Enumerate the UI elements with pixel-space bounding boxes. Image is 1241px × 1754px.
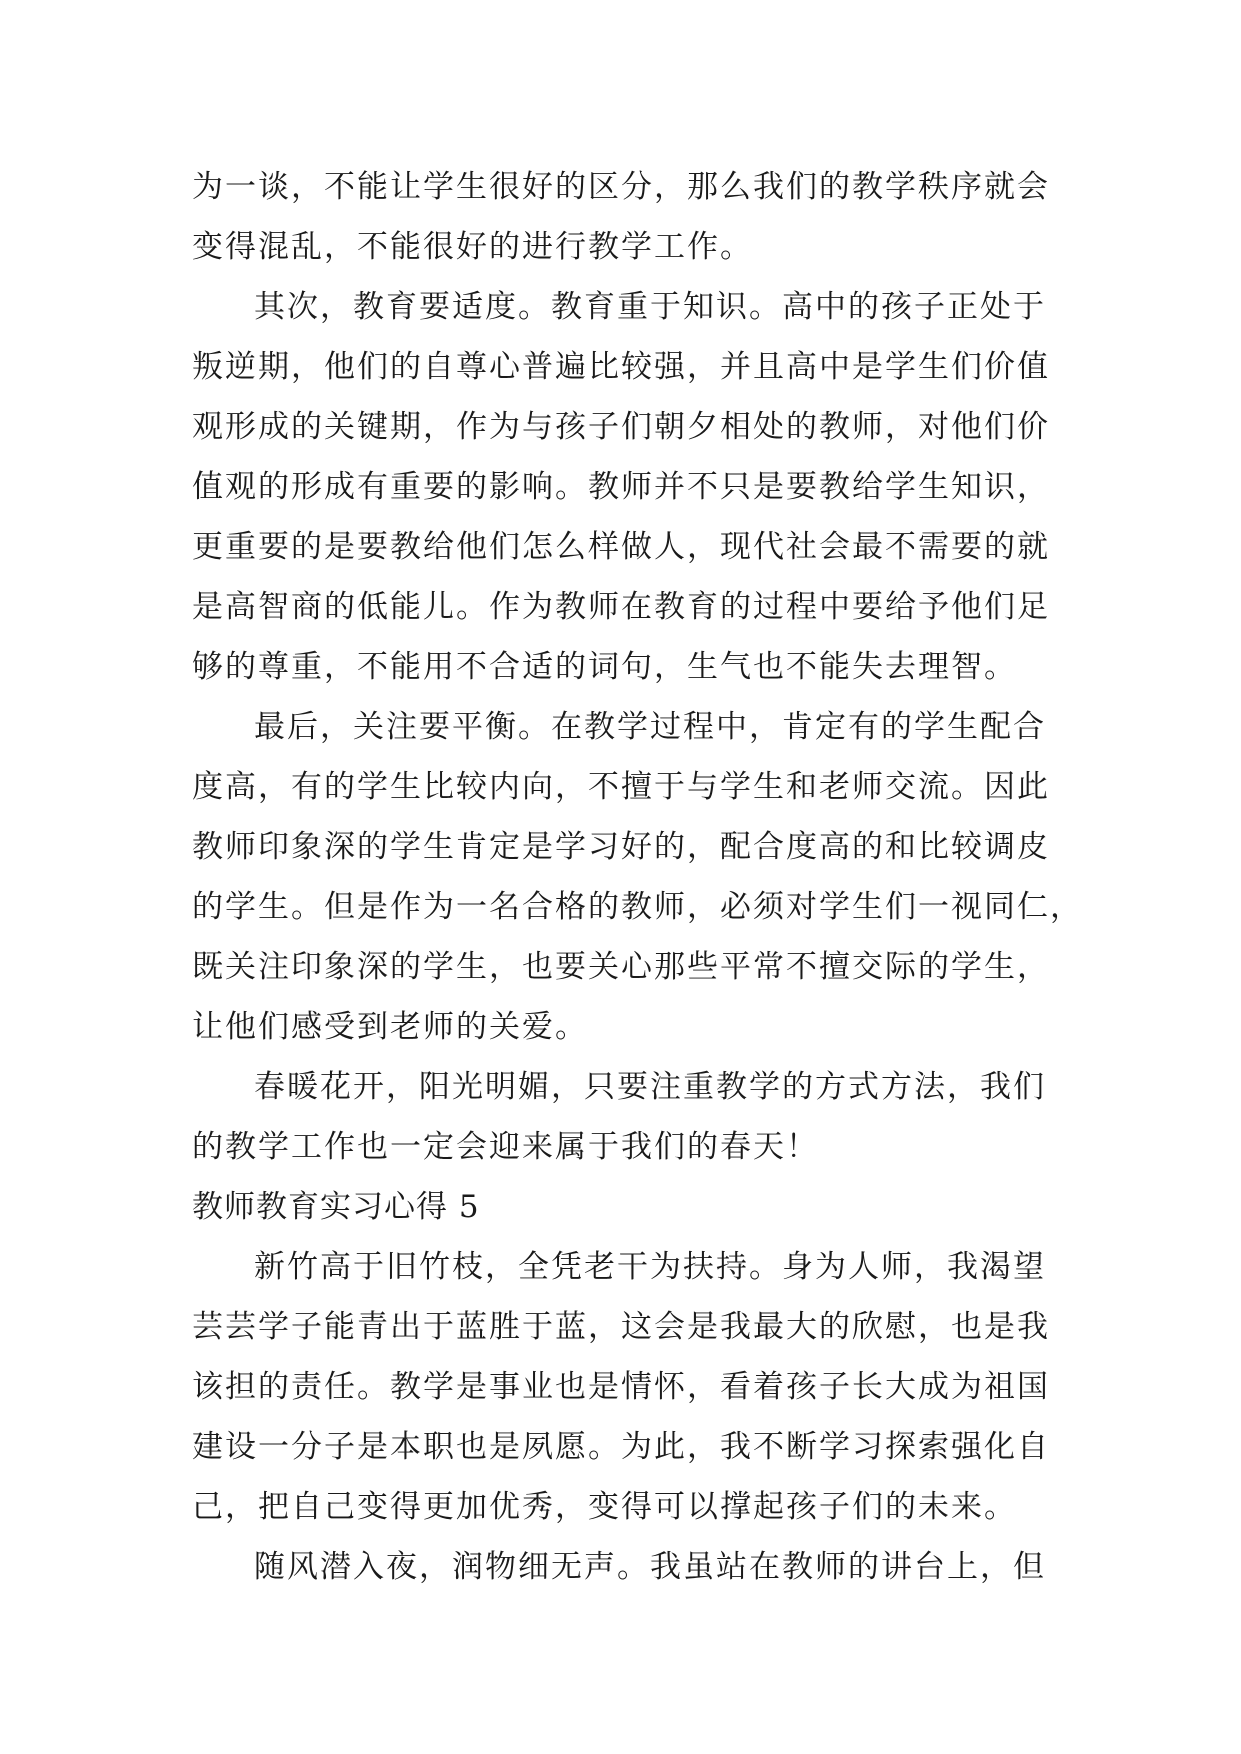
text-line: 更重要的是要教给他们怎么样做人，现代社会最不需要的就	[192, 529, 1050, 565]
text-line: 够的尊重，不能用不合适的词句，生气也不能失去理智。	[192, 649, 1017, 685]
text-line: 度高，有的学生比较内向，不擅于与学生和老师交流。因此	[192, 769, 1050, 805]
text-line: 芸芸学子能青出于蓝胜于蓝，这会是我最大的欣慰，也是我	[192, 1309, 1050, 1345]
text-line: 值观的形成有重要的影响。教师并不只是要教给学生知识，	[192, 469, 1050, 505]
paragraph-start-line: 最后，关注要平衡。在教学过程中，肯定有的学生配合	[254, 709, 1046, 745]
text-line: 的教学工作也一定会迎来属于我们的春天！	[192, 1129, 819, 1165]
paragraph-start-line: 随风潜入夜，润物细无声。我虽站在教师的讲台上，但	[254, 1549, 1046, 1585]
text-line: 该担的责任。教学是事业也是情怀，看着孩子长大成为祖国	[192, 1369, 1050, 1405]
text-line: 的学生。但是作为一名合格的教师，必须对学生们一视同仁，	[192, 889, 1083, 925]
text-line: 己，把自己变得更加优秀，变得可以撑起孩子们的未来。	[192, 1489, 1017, 1525]
text-line: 让他们感受到老师的关爱。	[192, 1009, 588, 1045]
text-line: 变得混乱，不能很好的进行教学工作。	[192, 229, 753, 265]
paragraph-start-line: 春暖花开，阳光明媚，只要注重教学的方式方法，我们	[254, 1069, 1046, 1105]
paragraph-start-line: 新竹高于旧竹枝，全凭老干为扶持。身为人师，我渴望	[254, 1249, 1046, 1285]
text-line: 既关注印象深的学生，也要关心那些平常不擅交际的学生，	[192, 949, 1050, 985]
text-line: 观形成的关键期，作为与孩子们朝夕相处的教师，对他们价	[192, 409, 1050, 445]
text-line: 是高智商的低能儿。作为教师在教育的过程中要给予他们足	[192, 589, 1050, 625]
section-heading: 教师教育实习心得 5	[192, 1189, 480, 1225]
text-line: 叛逆期，他们的自尊心普遍比较强，并且高中是学生们价值	[192, 349, 1050, 385]
text-line: 为一谈，不能让学生很好的区分，那么我们的教学秩序就会	[192, 169, 1050, 205]
text-line: 建设一分子是本职也是夙愿。为此，我不断学习探索强化自	[192, 1429, 1050, 1465]
paragraph-start-line: 其次，教育要适度。教育重于知识。高中的孩子正处于	[254, 289, 1046, 325]
text-line: 教师印象深的学生肯定是学习好的，配合度高的和比较调皮	[192, 829, 1050, 865]
